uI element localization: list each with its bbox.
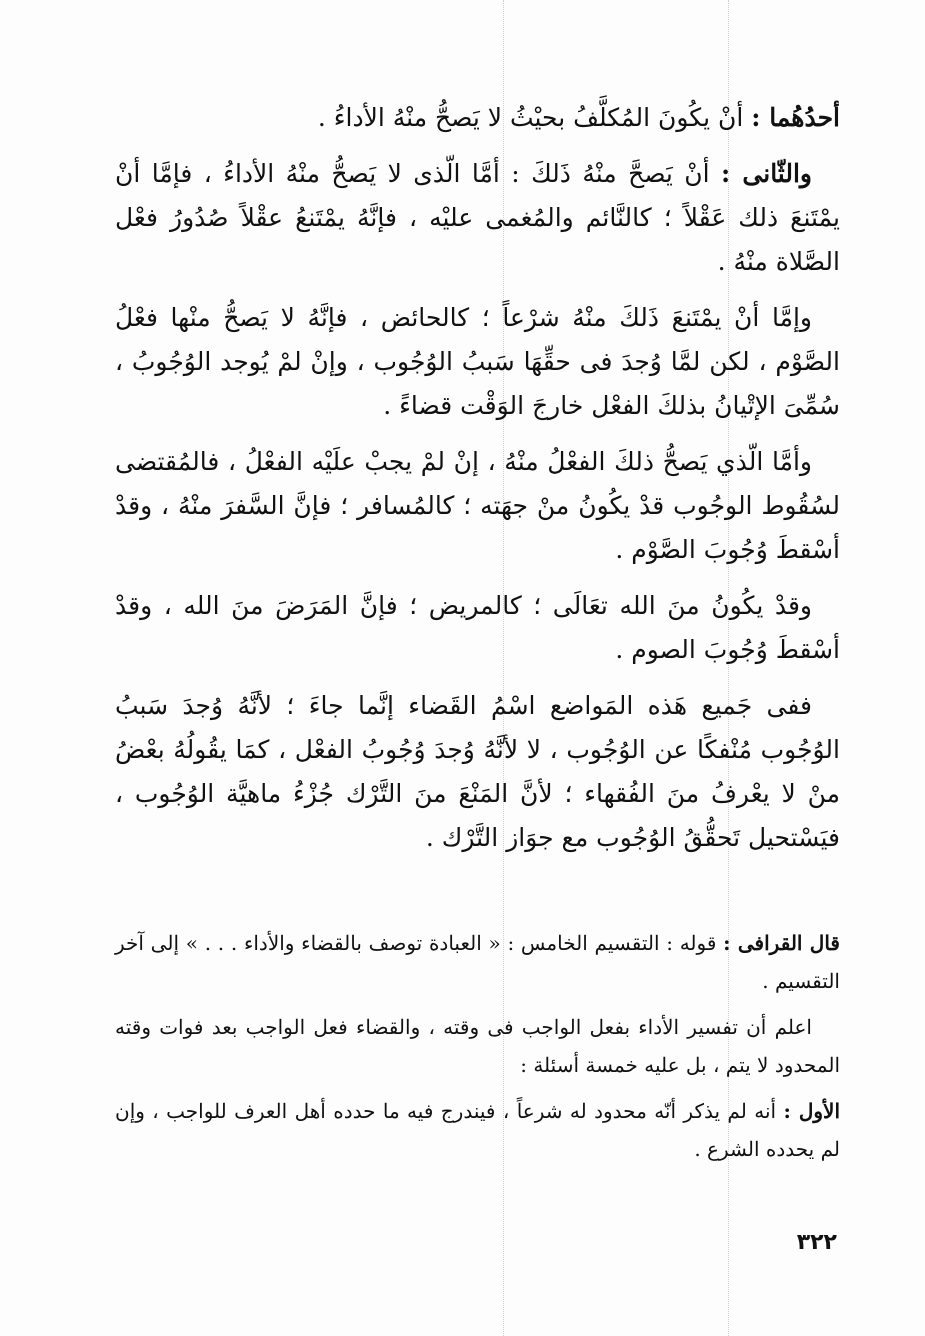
paragraph-text: أنْ يكُونَ المُكلَّفُ بحيْثُ لا يَصحُّ منْهُ الأداءُ .	[317, 103, 744, 132]
main-text	[115, 96, 840, 872]
commentary-text	[115, 924, 840, 1176]
paragraph-first-case	[115, 96, 840, 140]
paragraph-text: أنْ يَصحَّ منْهُ ذَلكَ : أمَّا الّذى لا يَصحُّ منْهُ الأداءُ ، فإمَّا أنْ يمْتَنعَ ذلك عَقْلاً ؛ كالنَّائم والمُغمى عليْه ، فإنَّهُ يمْتَنعُ عقْلاً صُدُورُ فعْل الصَّلاة منْهُ .	[115, 159, 840, 276]
paragraph-lead: أحدُهُما :	[751, 103, 840, 132]
page-number: ٣٢٢	[796, 1230, 837, 1255]
commentary-quote: قوله : التقسيم الخامس : « العبادة توصف بالقضاء والأداء . . . » إلى آخر التقسيم .	[115, 931, 840, 993]
commentary-first-question	[115, 1092, 840, 1168]
paragraph-lead: والثّانى :	[721, 159, 812, 188]
commentary-question-text: أنه لم يذكر أنّه محدود له شرعاً ، فيندرج فيه ما حدده أهل العرف للواجب ، وإن لم يحدده الشرع .	[115, 1099, 840, 1161]
paragraph-second-case	[115, 152, 840, 284]
commentary-lead: قال القرافى :	[723, 931, 840, 955]
commentary-lead: الأول :	[783, 1099, 840, 1123]
commentary-explanation: اعلم أن تفسير الأداء بفعل الواجب فى وقته ، والقضاء فعل الواجب بعد فوات وقته المحدود لا يتم ، بل عليه خمسة أسئلة :	[115, 1015, 840, 1077]
paragraph-menstruation: وإمَّا أنْ يمْتَنعَ ذَلكَ منْهُ شرْعاً ؛ كالحائض ، فإنَّهُ لا يَصحُّ منْها فعْلُ الصَّوْم ، لكن لمَّا وُجدَ فى حقِّهَا سَببُ الوُجُوب ، وإنْ لمْ يُوجد الوُجُوبُ ، سُمِّىَ الإتْيانُ بذلكَ الفعْل خارجَ الوَقْت قضاءً .	[115, 303, 840, 420]
paragraph-sick: وقدْ يكُونُ منَ الله تعَالَى ؛ كالمريض ؛ فإنَّ المَرَضَ منَ الله ، وقدْ أسْقطَ وُجُوبَ الصوم .	[115, 591, 840, 664]
paragraph-traveler: وأمَّا الّذي يَصحُّ ذلكَ الفعْلُ منْهُ ، إنْ لمْ يجبْ علَيْه الفعْلُ ، فالمُقتضى لسُقُوط الوجُوب قدْ يكُونُ منْ جهَته ؛ كالمُسافر ؛ فإنَّ السَّفرَ منْهُ ، وقدْ أسْقطَ وُجُوبَ الصَّوْم .	[115, 447, 840, 564]
commentary-intro	[115, 924, 840, 1000]
paragraph-conclusion: ففى جَميع هَذه المَواضع اسْمُ القَضاء إنَّما جاءَ ؛ لأنَّهُ وُجدَ سَببُ الوُجُوب مُنْفكًا عن الوُجُوب ، لا لأنَّهُ وُجدَ وُجُوبُ الفعْل ، كمَا يقُولُهُ بعْضُ منْ لا يعْرفُ منَ الفُقهاء ؛ لأنَّ المَنْعَ منَ التَّرْك جُزْءُ ماهيَّة الوُجُوب ، فيَسْتحيل تَحقُّقُ الوُجُوب مع جوَاز التَّرْك .	[115, 691, 840, 852]
